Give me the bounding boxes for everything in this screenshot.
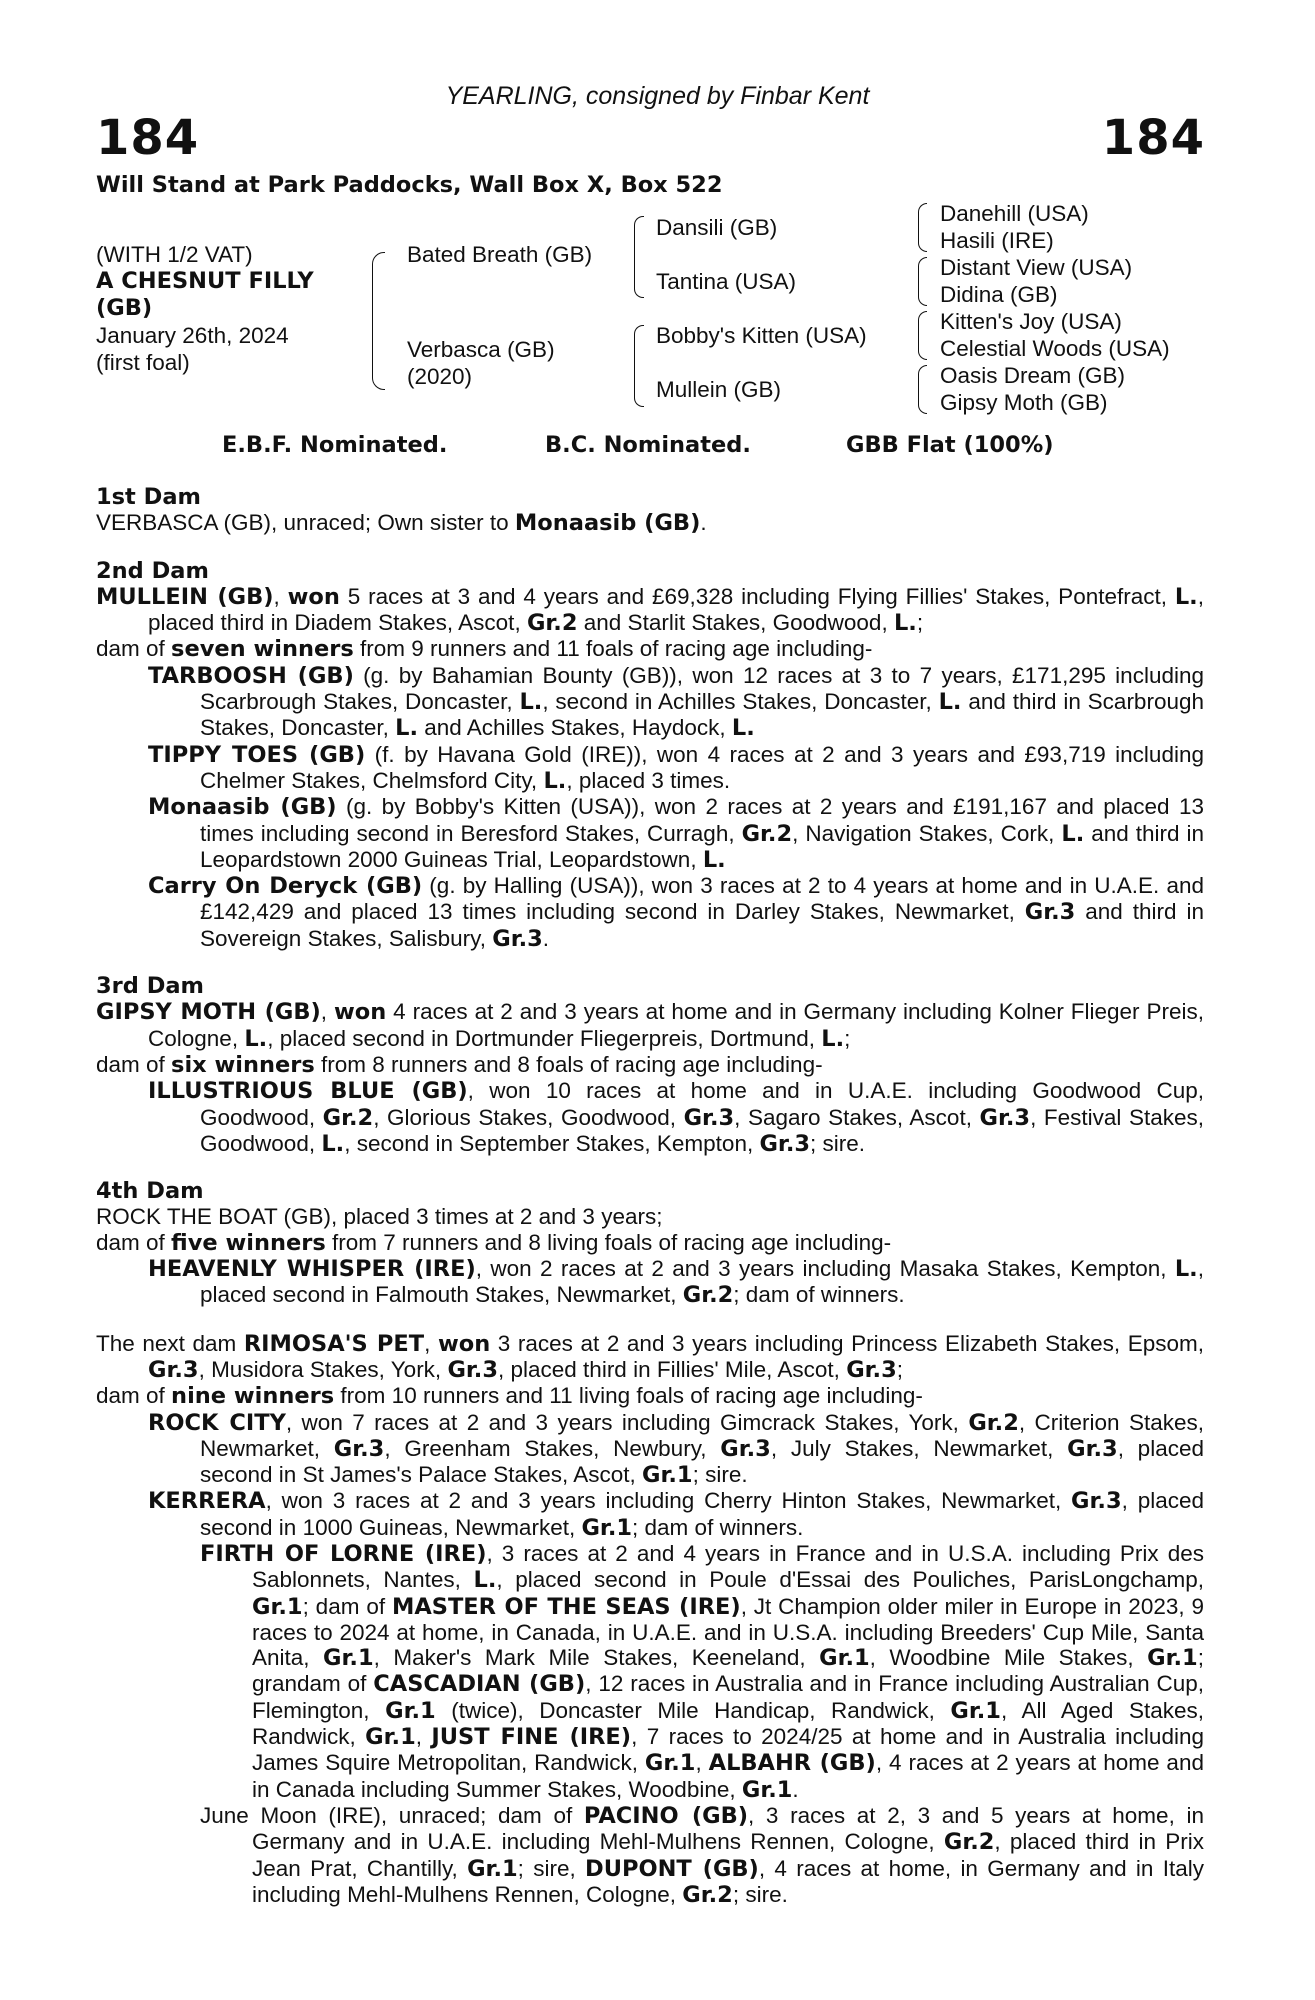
text-run: , placed second in Poule d'Essai des Pouliches, ParisLongchamp, bbox=[496, 1567, 1204, 1593]
bold-run: MULLEIN (GB) bbox=[96, 583, 274, 610]
text-run: and Achilles Stakes, Haydock, bbox=[418, 715, 732, 741]
text-run: , placed second in Dortmunder Fliegerpreis, Dortmund, bbox=[267, 1025, 822, 1051]
bold-run: L. bbox=[543, 767, 567, 794]
bold-run: DUPONT (GB) bbox=[585, 1855, 759, 1882]
text-run: , won 3 races at 2 and 3 years including Cherry Hinton Stakes, Newmarket, bbox=[265, 1488, 1072, 1514]
bold-run: L. bbox=[1174, 583, 1198, 610]
text-run: ; dam of bbox=[302, 1593, 392, 1619]
vat-note: (WITH 1/2 VAT) bbox=[96, 242, 253, 267]
bold-run: ROCK CITY bbox=[148, 1409, 286, 1436]
family-paragraph bbox=[148, 663, 1204, 742]
text-run: from 8 runners and 8 foals of racing age including- bbox=[314, 1051, 823, 1077]
dam-heading: 1st Dam bbox=[96, 484, 201, 510]
dam-heading: 2nd Dam bbox=[96, 557, 209, 584]
bold-run: Gr.1 bbox=[467, 1855, 518, 1882]
text-run: , All Aged Stakes, Randwick, bbox=[252, 1697, 1204, 1750]
family-history bbox=[96, 485, 1204, 1930]
dam-year: (2020) bbox=[407, 364, 473, 389]
text-run: , 3 races at 2, 3 and 5 years at home, in Germany and in U.A.E. including Mehl-Mulhens Rennen, Cologne, bbox=[252, 1802, 1204, 1855]
foal-note: (first foal) bbox=[96, 350, 190, 375]
text-run: , placed 3 times. bbox=[566, 767, 731, 793]
bold-run: Gr.2 bbox=[682, 1881, 733, 1908]
text-run: from 10 runners and 11 living foals of racing age including- bbox=[334, 1383, 923, 1409]
pedigree-gp-1: Dansili (GB) bbox=[656, 215, 778, 240]
bold-run: Gr.3 bbox=[683, 1104, 735, 1131]
text-run: , won 7 races at 2 and 3 years including Gimcrack Stakes, York, bbox=[285, 1409, 969, 1435]
bold-run: Carry On Deryck (GB) bbox=[148, 873, 423, 900]
bold-run: Monaasib (GB) bbox=[514, 510, 701, 537]
text-run: , bbox=[415, 1724, 432, 1750]
text-run: , placed second in Falmouth Stakes, Newmarket, bbox=[200, 1256, 1204, 1308]
bold-run: Gr.2 bbox=[526, 610, 578, 637]
text-run: and third in Sovereign Stakes, Salisbury, bbox=[200, 899, 1204, 951]
bold-run: Gr.1 bbox=[741, 1776, 793, 1803]
pedigree-ggp-8: Gipsy Moth (GB) bbox=[940, 390, 1108, 415]
bold-run: Gr.1 bbox=[950, 1697, 1001, 1724]
bold-run: Gr.3 bbox=[333, 1435, 385, 1462]
text-run: and Starlit Stakes, Goodwood, bbox=[577, 610, 894, 636]
text-run: , Maker's Mark Mile Stakes, Keeneland, bbox=[373, 1645, 820, 1671]
bold-run: six winners bbox=[171, 1051, 315, 1078]
family-paragraph bbox=[148, 794, 1204, 873]
bold-run: L. bbox=[821, 1025, 845, 1052]
family-paragraph bbox=[96, 1052, 1204, 1078]
bold-run: L. bbox=[731, 715, 755, 742]
stabling-line: Will Stand at Park Paddocks, Wall Box X, Box 522 bbox=[96, 172, 723, 198]
bold-run: Gr.3 bbox=[759, 1130, 811, 1157]
bold-run: JUST FINE (IRE) bbox=[431, 1724, 632, 1751]
pedigree-gp-2: Tantina (USA) bbox=[656, 269, 797, 294]
text-run: , 7 races to 2024/25 at home and in Australia including James Squire Metropolitan, Randwick, bbox=[252, 1724, 1204, 1776]
bold-run: L. bbox=[893, 610, 917, 637]
bold-run: Gr.3 bbox=[1071, 1488, 1122, 1515]
bold-run: HEAVENLY WHISPER (IRE) bbox=[148, 1256, 476, 1283]
bold-run: L. bbox=[938, 689, 962, 716]
pedigree-ggp-2: Hasili (IRE) bbox=[940, 228, 1054, 253]
bold-run: L. bbox=[1174, 1256, 1198, 1283]
bold-run: RIMOSA'S PET bbox=[243, 1330, 425, 1357]
bold-run: L. bbox=[321, 1130, 345, 1157]
text-run: , Musidora Stakes, York, bbox=[198, 1356, 448, 1382]
text-run: ; sire. bbox=[692, 1462, 748, 1488]
foaling-date: January 26th, 2024 bbox=[96, 323, 289, 348]
bold-run: CASCADIAN (GB) bbox=[373, 1671, 586, 1698]
text-run: dam of bbox=[96, 636, 172, 662]
brace-dam-line bbox=[634, 325, 644, 407]
text-run: ROCK THE BOAT (GB), placed 3 times at 2 and 3 years; bbox=[96, 1204, 663, 1230]
sire-name: Bated Breath (GB) bbox=[407, 242, 593, 267]
text-run: . bbox=[542, 925, 550, 951]
bold-run: Gr.2 bbox=[943, 1829, 995, 1856]
dam-heading: 3rd Dam bbox=[96, 973, 204, 1000]
bold-run: Gr.2 bbox=[968, 1409, 1019, 1436]
text-run: VERBASCA (GB), unraced; Own sister to bbox=[96, 510, 515, 536]
text-run: , placed second in St James's Palace Stakes, Ascot, bbox=[200, 1435, 1204, 1488]
bold-run: L. bbox=[702, 846, 726, 873]
bold-run: Gr.3 bbox=[148, 1356, 199, 1383]
text-run: ; dam of winners. bbox=[632, 1514, 804, 1540]
bold-run: Gr.1 bbox=[365, 1724, 416, 1751]
text-run: 5 races at 3 and 4 years and £69,328 including Flying Fillies' Stakes, Pontefract, bbox=[339, 583, 1175, 609]
ebf-nomination: E.B.F. Nominated. bbox=[222, 432, 448, 458]
bold-run: Gr.3 bbox=[979, 1104, 1031, 1131]
pedigree-ggp-4: Didina (GB) bbox=[940, 282, 1058, 307]
text-run: , second in September Stakes, Kempton, bbox=[344, 1130, 760, 1156]
bold-run: Gr.3 bbox=[1067, 1435, 1118, 1462]
family-paragraph bbox=[148, 1410, 1204, 1489]
text-run: ; grandam of bbox=[252, 1645, 1204, 1697]
dam-name: Verbasca (GB) bbox=[407, 337, 555, 362]
text-run: , July Stakes, Newmarket, bbox=[770, 1435, 1068, 1461]
text-run: ; sire, bbox=[517, 1855, 586, 1881]
bold-run: L. bbox=[473, 1567, 497, 1594]
brace-ggp-2 bbox=[918, 257, 927, 306]
family-paragraph bbox=[96, 999, 1204, 1052]
bold-run: ALBAHR (GB) bbox=[708, 1750, 876, 1777]
text-run: dam of bbox=[96, 1383, 172, 1409]
text-run: ; sire. bbox=[732, 1881, 788, 1907]
bold-run: won bbox=[287, 583, 340, 610]
bold-run: GIPSY MOTH (GB) bbox=[96, 999, 321, 1026]
pedigree-gp-3: Bobby's Kitten (USA) bbox=[656, 323, 867, 348]
brace-ggp-1 bbox=[918, 203, 927, 252]
gbb-nomination: GBB Flat (100%) bbox=[846, 432, 1054, 458]
text-run: , bbox=[695, 1750, 709, 1776]
text-run: The next dam bbox=[96, 1330, 244, 1356]
pedigree-ggp-1: Danehill (USA) bbox=[940, 201, 1089, 226]
family-paragraph bbox=[96, 1230, 1204, 1256]
bold-run: TARBOOSH (GB) bbox=[148, 662, 354, 689]
text-run: from 9 runners and 11 foals of racing age including- bbox=[353, 636, 873, 662]
text-run: , bbox=[424, 1330, 438, 1356]
bold-run: Monaasib (GB) bbox=[148, 794, 337, 821]
text-run: , Criterion Stakes, Newmarket, bbox=[200, 1409, 1204, 1461]
brace-ggp-3 bbox=[918, 311, 927, 360]
lot-number-right: 184 bbox=[1101, 110, 1205, 166]
family-paragraph bbox=[148, 742, 1204, 795]
family-paragraph bbox=[96, 1383, 1204, 1409]
text-run: 3 races at 2 and 3 years including Princess Elizabeth Stakes, Epsom, bbox=[490, 1330, 1204, 1356]
family-paragraph bbox=[148, 1256, 1204, 1309]
family-paragraph bbox=[96, 1204, 1204, 1229]
text-run: , bbox=[273, 583, 288, 609]
text-run: , 4 races at home, in Germany and in Italy including Mehl-Mulhens Rennen, Cologne, bbox=[252, 1855, 1205, 1907]
text-run: , placed third in Fillies' Mile, Ascot, bbox=[498, 1356, 847, 1382]
pedigree-ggp-6: Celestial Woods (USA) bbox=[940, 336, 1170, 361]
text-run: , Navigation Stakes, Cork, bbox=[792, 820, 1062, 846]
dam-section bbox=[96, 974, 1204, 1157]
family-paragraph bbox=[148, 1078, 1204, 1157]
bold-run: Gr.1 bbox=[581, 1514, 633, 1541]
bold-run: won bbox=[333, 999, 387, 1026]
dam-section bbox=[96, 485, 1204, 537]
text-run: ; bbox=[916, 610, 924, 636]
text-run: ; sire. bbox=[810, 1130, 866, 1156]
text-run: , second in Achilles Stakes, Doncaster, bbox=[542, 689, 939, 715]
bold-run: FIRTH OF LORNE (IRE) bbox=[200, 1540, 487, 1567]
family-paragraph bbox=[200, 1803, 1204, 1908]
text-run: June Moon (IRE), unraced; dam of bbox=[200, 1802, 584, 1828]
bold-run: TIPPY TOES (GB) bbox=[148, 741, 366, 768]
text-run: , won 2 races at 2 and 3 years including Masaka Stakes, Kempton, bbox=[475, 1256, 1175, 1282]
bold-run: L. bbox=[395, 715, 418, 742]
text-run: dam of bbox=[96, 1229, 172, 1255]
bold-run: Gr.1 bbox=[385, 1697, 436, 1724]
brace-sire-line bbox=[634, 216, 644, 298]
bold-run: Gr.1 bbox=[1147, 1645, 1198, 1672]
family-paragraph bbox=[96, 636, 1204, 662]
text-run: ; dam of winners. bbox=[733, 1282, 905, 1308]
text-run: , 12 races in Australia and in France including Australian Cup, Flemington, bbox=[252, 1671, 1204, 1723]
text-run: (g. by Bahamian Bounty (GB)), won 12 races at 3 to 7 years, £171,295 including Scarbrough Stakes, Doncaster, bbox=[200, 662, 1204, 715]
text-run: , bbox=[320, 999, 334, 1025]
text-run: dam of bbox=[96, 1051, 172, 1077]
family-paragraph bbox=[148, 873, 1204, 952]
family-paragraph bbox=[96, 1331, 1204, 1384]
text-run: (f. by Havana Gold (IRE)), won 4 races at 2 and 3 years and £93,719 including Chelmer Stakes, Chelmsford City, bbox=[200, 741, 1204, 793]
lot-number-left: 184 bbox=[96, 110, 200, 166]
text-run: from 7 runners and 8 living foals of racing age including- bbox=[325, 1229, 892, 1255]
pedigree-ggp-5: Kitten's Joy (USA) bbox=[940, 309, 1122, 334]
bold-run: L. bbox=[1061, 820, 1085, 847]
bold-run: nine winners bbox=[171, 1383, 335, 1410]
pedigree-ggp-7: Oasis Dream (GB) bbox=[940, 363, 1126, 388]
bold-run: Gr.2 bbox=[741, 820, 793, 847]
bold-run: Gr.1 bbox=[644, 1750, 696, 1777]
bold-run: Gr.3 bbox=[1024, 899, 1076, 926]
bold-run: won bbox=[437, 1330, 491, 1357]
dam-section bbox=[96, 1331, 1204, 1909]
text-run: (twice), Doncaster Mile Handicap, Randwick, bbox=[435, 1697, 951, 1723]
text-run: , Festival Stakes, Goodwood, bbox=[200, 1104, 1204, 1156]
text-run: . bbox=[792, 1776, 799, 1802]
brace-ggp-4 bbox=[918, 365, 927, 414]
bold-run: seven winners bbox=[171, 636, 354, 663]
family-paragraph bbox=[148, 1488, 1204, 1541]
text-run: (g. by Halling (USA)), won 3 races at 2 to 4 years at home and in U.A.E. and £142,429 and placed 13 times including second in Darley Stakes, Newmarket, bbox=[200, 873, 1204, 925]
text-run: , Woodbine Mile Stakes, bbox=[869, 1645, 1148, 1671]
text-run: , Jt Champion older miler in Europe in 2023, 9 races to 2024 at home, in Canada, in U.A.E. and in U.S.A. including Breeders' Cup Mile, Santa Anita, bbox=[252, 1593, 1204, 1671]
text-run: , placed second in 1000 Guineas, Newmarket, bbox=[200, 1488, 1204, 1540]
text-run: , Sagaro Stakes, Ascot, bbox=[734, 1104, 980, 1130]
bold-run: PACINO (GB) bbox=[583, 1802, 748, 1829]
bold-run: L. bbox=[519, 689, 543, 716]
dam-section bbox=[96, 1179, 1204, 1308]
pedigree-gp-4: Mullein (GB) bbox=[656, 377, 782, 402]
bold-run: Gr.2 bbox=[322, 1104, 374, 1131]
bold-run: Gr.3 bbox=[447, 1356, 498, 1383]
text-run: , 4 races at 2 years at home and in Canada including Summer Stakes, Woodbine, bbox=[252, 1750, 1204, 1802]
bold-run: Gr.1 bbox=[819, 1645, 870, 1672]
text-run: 4 races at 2 and 3 years at home and in Germany including Kolner Flieger Preis, Cologne, bbox=[148, 999, 1204, 1051]
bold-run: Gr.1 bbox=[323, 1645, 374, 1672]
family-paragraph bbox=[96, 584, 1204, 637]
text-run: , Glorious Stakes, Goodwood, bbox=[373, 1104, 684, 1130]
family-paragraph bbox=[96, 510, 1204, 536]
bold-run: L. bbox=[244, 1025, 268, 1052]
text-run: ; bbox=[896, 1356, 904, 1382]
bc-nomination: B.C. Nominated. bbox=[545, 432, 751, 458]
dam-section bbox=[96, 559, 1204, 952]
text-run: , Greenham Stakes, Newbury, bbox=[384, 1435, 721, 1461]
text-run: , placed third in Prix Jean Prat, Chantilly, bbox=[252, 1829, 1205, 1881]
text-run: , won 10 races at home and in U.A.E. including Goodwood Cup, Goodwood, bbox=[200, 1078, 1204, 1130]
bold-run: Gr.3 bbox=[492, 925, 543, 952]
pedigree-ggp-3: Distant View (USA) bbox=[940, 255, 1133, 280]
dam-heading: 4th Dam bbox=[96, 1178, 204, 1205]
horse-origin: (GB) bbox=[96, 295, 153, 321]
text-run: and third in Leopardstown 2000 Guineas Trial, Leopardstown, bbox=[200, 820, 1204, 872]
bold-run: ILLUSTRIOUS BLUE (GB) bbox=[148, 1078, 468, 1105]
text-run: (g. by Bobby's Kitten (USA)), won 2 races at 2 years and £191,167 and placed 13 times including second in Beresford Stakes, Curragh, bbox=[200, 794, 1204, 846]
bold-run: Gr.3 bbox=[720, 1435, 771, 1462]
text-run: , 3 races at 2 and 4 years in France and in U.S.A. including Prix des Sablonnets, Nantes, bbox=[252, 1540, 1204, 1593]
consignment-line: YEARLING, consigned by Finbar Kent bbox=[445, 82, 870, 110]
bold-run: Gr.1 bbox=[642, 1462, 693, 1489]
text-run: ; bbox=[844, 1025, 851, 1051]
bold-run: five winners bbox=[171, 1229, 326, 1256]
bold-run: Gr.2 bbox=[682, 1282, 734, 1309]
bold-run: Gr.3 bbox=[846, 1356, 897, 1383]
brace-parents bbox=[372, 252, 385, 390]
text-run: , placed third in Diadem Stakes, Ascot, bbox=[148, 583, 1204, 636]
text-run: and third in Scarbrough Stakes, Doncaster, bbox=[200, 689, 1204, 741]
bold-run: MASTER OF THE SEAS (IRE) bbox=[391, 1593, 741, 1620]
family-paragraph bbox=[200, 1541, 1204, 1803]
text-run: . bbox=[700, 510, 707, 536]
horse-name: A CHESNUT FILLY bbox=[96, 268, 314, 294]
bold-run: KERRERA bbox=[148, 1488, 266, 1515]
bold-run: Gr.1 bbox=[252, 1593, 303, 1620]
